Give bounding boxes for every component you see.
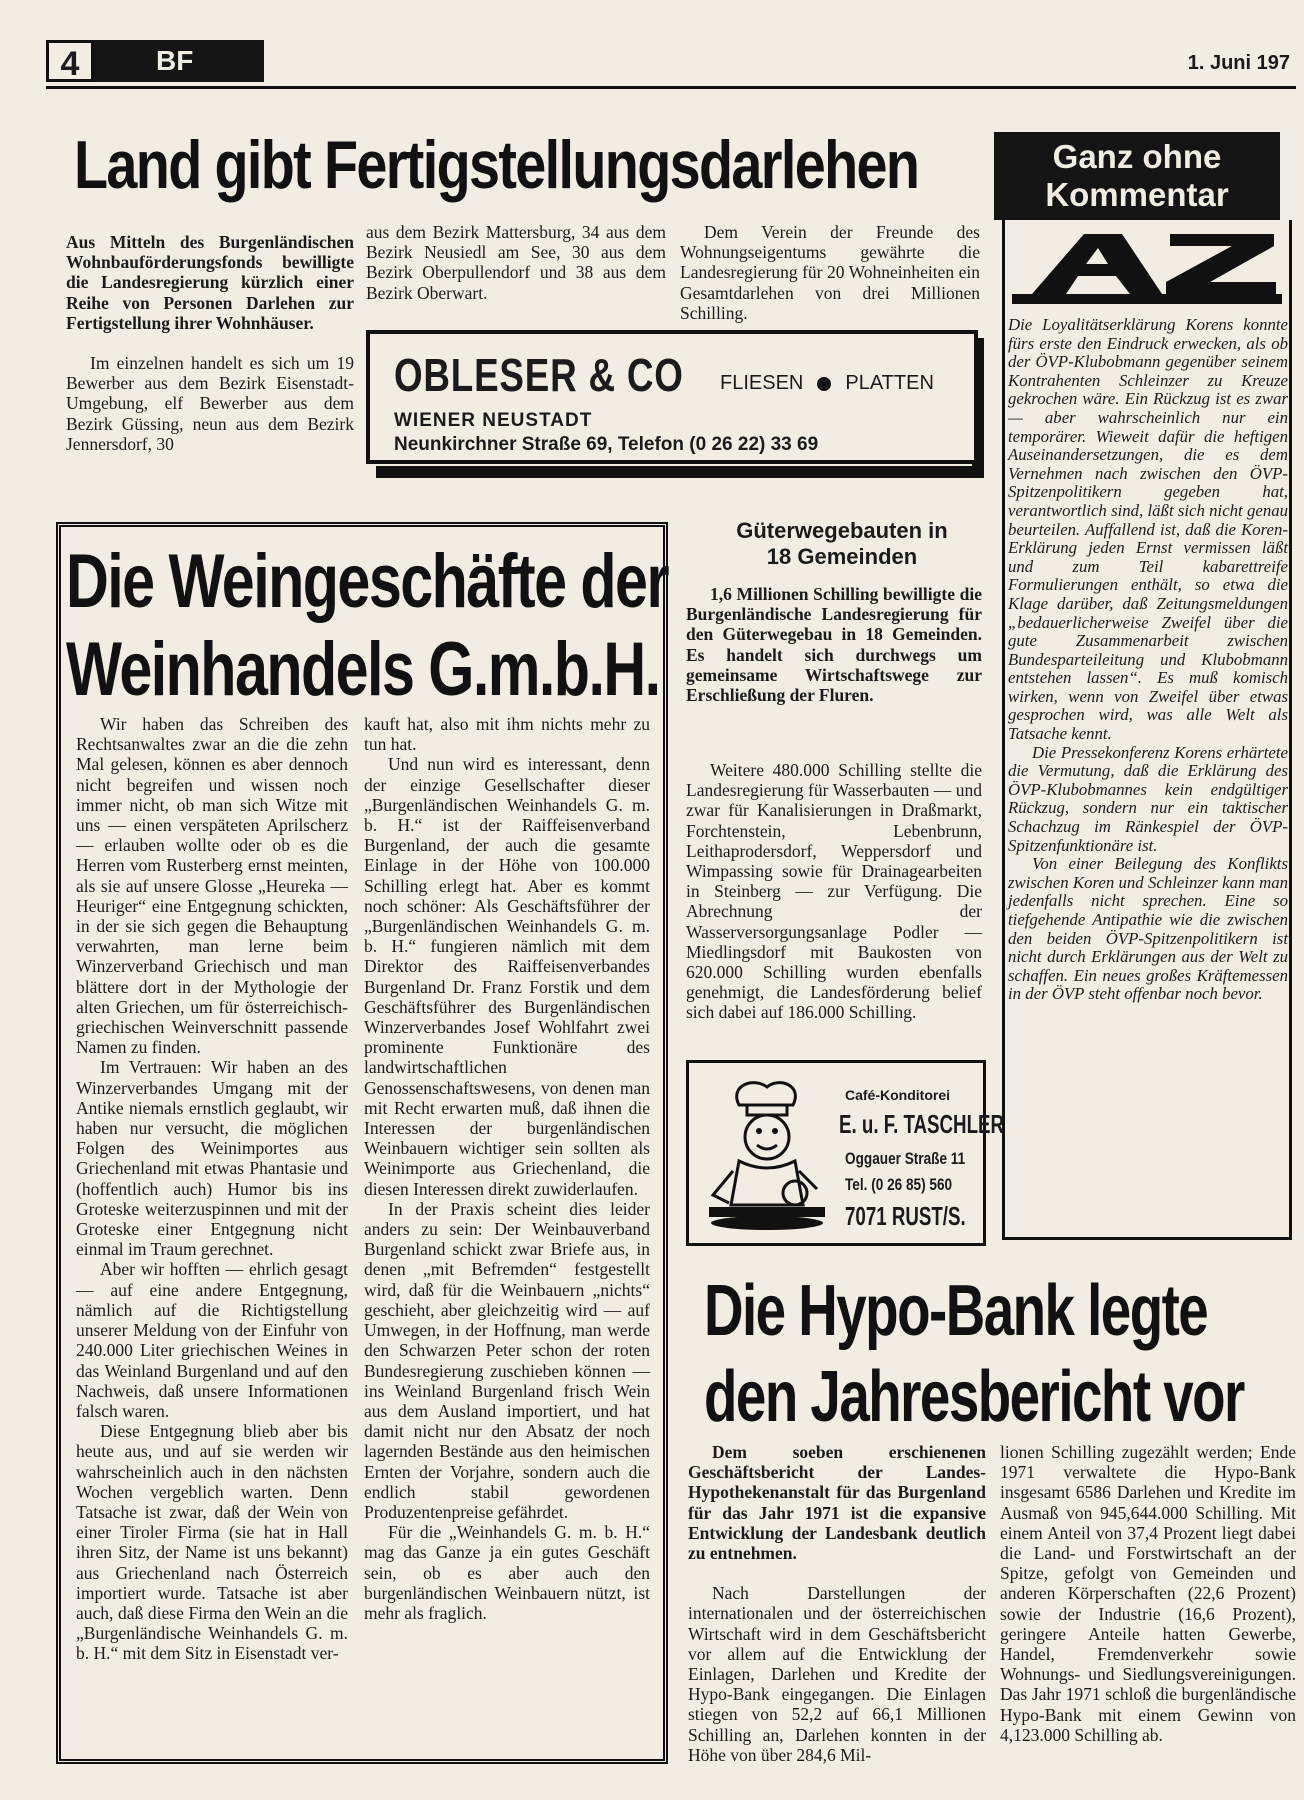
wein-paragraph: Wir haben das Schreiben des Rechtsanwaltes zwar an die die zehn Mal gelesen, können es aber dennoch nicht begreifen und wissen noch immer nicht, ob man sich Witze mit uns — einen verspäteten Aprilscherz — erlauben wollte oder ob es die Herren vom Rusterberg ernst meinten, als sie auf unsere Glosse „Heureka — Heuriger“ eine Entgegnung schickten, in der sie sich gegen die Behauptung verwahrten, man lerne beim Winzerverband Griechisch und man blättere dort in der Mythologie der alten Griechen, um für österreichisch-griechischen Weinverschnitt passende Namen zu finden. <box>76 714 348 1058</box>
land-headline: Land gibt Fertigstellungsdarlehen <box>74 127 919 203</box>
kommentar-paragraph: Von einer Beilegung des Konflikts zwischen Koren und Schleinzer kann man jedenfalls nicht sprechen. Eine so tiefgehende Antipathie wie die zwischen den beiden ÖVP-Spitzenpolitikern ist nicht durch Erklärungen aus der Welt zu schaffen. Ein neues großes Kräftemessen in der ÖVP steht offenbar noch bevor. <box>1008 854 1288 1004</box>
kommentar-heading-line: Kommentar <box>1045 176 1229 213</box>
ad-categories <box>720 372 934 395</box>
land-column-1 <box>66 232 354 454</box>
wein-paragraph: Aber wir hofften — ehrlich gesagt — auf eine andere Entgegnung, nämlich auf die Richtigstellung unserer Meldung von der Einfuhr von 240.000 Liter griechischen Weines in das Weinland Burgenland und auf den Nachweis, daß unsere Informationen falsch waren. <box>76 1259 348 1421</box>
hypo-paragraph: Nach Darstellungen der internationalen und der österreichischen Wirtschaft wird in dem Geschäftsbericht vor allem auf die Entwicklung der Einlagen, Darlehen und Kredite der Hypo-Bank eingegangen. Die Einlagen stiegen von 52,2 auf 66,1 Millionen Schilling an, Darlehen konnten in der Höhe von über 284,6 Mil- <box>688 1583 986 1765</box>
land-paragraph: Im einzelnen handelt es sich um 19 Bewerber aus dem Bezirk Eisenstadt-Umgebung, elf Bewerber aus dem Bezirk Güssing, neun aus dem Bezirk Jennersdorf, 30 <box>66 353 354 454</box>
ad-phone: Tel. (0 26 85) 560 <box>845 1175 953 1194</box>
ad-address: Oggauer Straße 11 <box>845 1149 966 1168</box>
land-column-3 <box>680 222 980 323</box>
hypo-lead: Dem soeben erschienenen Geschäftsbericht der Landes-Hypothekenanstalt für das Burgenland für das Jahr 1971 ist die expansive Entwicklung der Landesbank deutlich zu entnehmen. <box>688 1442 986 1564</box>
land-lead: Aus Mitteln des Burgenländischen Wohnbauförderungsfonds bewilligte die Landesregierung kürzlich einer Reihe von Personen Darlehen zur Fertigstellung ihrer Wohnhäuser. <box>66 232 354 333</box>
wein-headline-line: Weinhandels G.m.b.H. <box>66 627 660 712</box>
gueterwege-title <box>702 518 982 570</box>
hypo-paragraph: lionen Schilling zugezählt werden; Ende 1971 verwaltete die Hypo-Bank insgesamt 6586 Darlehen und Kredite im Ausmaß von 945,644.000 Schilling. Mit einem Anteil von 37,4 Prozent liegt dabei die Land- und Forstwirtschaft an der Spitze, gefolgt von Gemeinden und anderen Körperschaften (22,6 Prozent) sowie der Industrie (16,6 Prozent), geringere Anteile hatten Gewerbe, Handel, Fremdenverkehr sowie Wohnungs- und Siedlungsvereinigungen. Das Jahr 1971 schloß die burgenländische Hypo-Bank mit einem Gewinn von 4,123.000 Schilling ab. <box>1000 1442 1296 1745</box>
obleser-ad <box>366 330 978 464</box>
issue-date: 1. Juni 197 <box>1187 52 1290 74</box>
wein-headline-line: Die Weingeschäfte der <box>66 539 668 624</box>
ad-category: FLIESEN <box>720 372 804 394</box>
hypo-column-2 <box>1000 1442 1296 1745</box>
wein-paragraph: Im Vertrauen: Wir haben an des Winzerverbandes Umgang mit der Antike niemals ernstlich geglaubt, wir haben nur versucht, die möglichen Folgen des Weinimportes aus Griechenland mit etwas Phantasie und (hoffentlich auch) Humor bis ins Groteske weiterzuspinnen und mit der Groteske einer Entgegnung nicht einmal im Traum gerechnet. <box>76 1057 348 1260</box>
page-number: 4 <box>46 40 94 82</box>
wein-paragraph: Diese Entgegnung blieb aber bis heute aus, und auf sie werden wir wahrscheinlich auch in den nächsten Wochen vergeblich warten. Denn Tatsache ist zwar, daß der Wein von einer Tiroler Firma (sie hat in Hall ihren Sitz, der Name ist uns bekannt) aus Griechenland nach Österreich importiert wurde. Tatsache ist aber auch, daß diese Firma den Wein an die „Burgenländische Weinhandels G. m. b. H.“ mit dem Sitz in Eisenstadt ver- <box>76 1421 348 1664</box>
wein-paragraph: Und nun wird es interessant, denn der einzige Gesellschafter dieser „Burgenländischen Weinhandels G. m. b. H.“ ist der Raiffeisenverband Burgenland, der auch die gesamte Einlage in der Höhe von 100.000 Schilling erlegt hat. Aber es kommt noch schöner: Als Geschäftsführer der „Burgenländischen Weinhandels G. m. b. H.“ fungieren nämlich mit dem Direktor des Raiffeisenverbandes Burgenland Dr. Franz Forstik und dem Geschäftsführer des Burgenländischen Winzerverbandes Josef Wohlfahrt zwei prominente Funktionäre des landwirtschaftlichen Genossenschaftswesens, von denen man mit Recht erwarten muß, daß ihnen die Interessen der burgenländischen Weinbauern wichtiger sein sollten als Weinimporte aus Griechenland, die diesen Interessen direkt zuwiderlaufen. <box>364 754 650 1199</box>
kommentar-text <box>1008 316 1288 1004</box>
ad-category: PLATTEN <box>845 372 934 394</box>
wein-column-1 <box>76 714 348 1664</box>
wein-paragraph: In der Praxis scheint dies leider anders zu sein: Der Weinbauverband Burgenland schickt zwar Briefe aus, in denen „mit Befremden“ festgestellt wird, daß für die Weinbauern „nichts“ geschieht, aber gleichzeitig wird — auf Umwegen, in der Hoffnung, man werde den Schwarzen Peter schon der roten Bundesregierung zuschieben können — ins Weinland Burgenland frisch Wein aus dem Ausland importiert, und hat damit nicht nur den Absatz der noch lagernden Bestände aus den heimischen Ernten der Vorjahre, sondern auch die endlich stabil gewordenen Produzentenpreise gefährdet. <box>364 1198 650 1522</box>
wein-headline <box>66 538 668 714</box>
wein-column-2 <box>364 714 650 1623</box>
hypo-column-1 <box>688 1442 986 1765</box>
kommentar-paragraph: Die Loyalitätserklärung Korens konnte fürs erste den Eindruck erwecken, als ob der ÖVP-Klubobmann gegenüber seinem Kontrahenten Schleinzer zu Kreuze gekrochen wäre. Ein Rückzug ist es zwar — aber wahrscheinlich nur ein temporärer. Wieweit dafür die heftigen Auseinandersetzungen, die es dem Vernehmen nach zwischen den ÖVP-Spitzenpolitikern gegeben hat, verantwortlich sind, läßt sich nicht genau beurteilen. Auffallend ist, daß die Koren-Erklärung jeden Ernst vermissen läßt und zum Teil kabarettreife Formulierungen enthält, so etwa die Klage darüber, daß Zeitungsmeldungen „bedauerlicherweise Zweifel über die gute Zusammenarbeit zwischen Bundesparteileitung und Klubobmann entstehen lassen“. Es muß komisch wirken, wenn von Zweifel über etwas gesprochen wird, was alle Welt als Tatsache kennt. <box>1008 315 1288 744</box>
taschler-ad <box>686 1060 1005 1246</box>
kommentar-heading <box>994 132 1280 220</box>
header-rule <box>46 86 1296 89</box>
ad-title: Café-Konditorei <box>845 1087 950 1103</box>
kommentar-heading-line: Ganz ohne <box>1052 138 1222 175</box>
gueterwege-title-line: 18 Gemeinden <box>766 544 918 569</box>
land-paragraph: aus dem Bezirk Mattersburg, 34 aus dem Bezirk Neusiedl am See, 30 aus dem Bezirk Oberpullendorf und 38 aus dem Bezirk Oberwart. <box>366 222 666 303</box>
bullet-dot-icon <box>817 377 831 391</box>
az-logo <box>1012 230 1282 306</box>
wein-paragraph: Für die „Weinhandels G. m. b. H.“ mag das Ganze ja ein gutes Geschäft sein, ob es aber auch den burgenländischen Weinbauern nützt, ist mehr als fraglich. <box>364 1522 650 1623</box>
az-logo-text: AZ <box>1147 276 1149 277</box>
ad-company-name: E. u. F. TASCHLER <box>839 1109 1005 1139</box>
wein-paragraph: kauft hat, also mit ihm nichts mehr zu tun hat. <box>364 714 650 755</box>
ad-shadow <box>376 466 984 478</box>
section-label: BF <box>94 40 264 82</box>
ad-company-name: OBLESER & CO <box>394 349 684 401</box>
land-paragraph: Dem Verein der Freunde des Wohnungseigentums gewährte die Landesregierung für 20 Wohneinheiten ein Gesamtdarlehen von drei Millionen Schilling. <box>680 222 980 323</box>
hypo-headline <box>704 1268 1244 1440</box>
gueterwege-title-line: Güterwegebauten in <box>736 518 948 543</box>
chef-illustration-icon <box>699 1075 835 1237</box>
ad-city: 7071 RUST/S. <box>845 1201 966 1231</box>
kommentar-paragraph: Die Pressekonferenz Korens erhärtete die Vermutung, daß die Erklärung des ÖVP-Klubobmannes kein endgültiger Rückzug, sondern nur ein taktischer Schachzug im Ränkespiel der ÖVP-Spitzenfunktionäre ist. <box>1008 742 1288 855</box>
land-column-2 <box>366 222 666 303</box>
gueterwege-lead: 1,6 Millionen Schilling bewilligte die Burgenländische Landesregierung für den Güterwegebau in 18 Gemeinden. Es handelt sich durchwegs um gemeinsame Wirtschaftswege zur Erschließung der Fluren. <box>686 584 982 706</box>
ad-city: WIENER NEUSTADT <box>394 410 593 431</box>
hypo-headline-line: den Jahresbericht vor <box>704 1357 1244 1437</box>
hypo-headline-line: Die Hypo-Bank legte <box>704 1271 1208 1351</box>
gueterwege-body: Weitere 480.000 Schilling stellte die Landesregierung für Wasserbauten — und zwar für Kanalisierungen in Draßmarkt, Forchtenstein, Lebenbrunn, Leithaprodersdorf, Weppersdorf und Wimpassing sowie für Drainagearbeiten in Steinberg — zur Verfügung. Die Abrechnung der Wasserversorgungsanlage Podler — Miedlingsdorf mit Baukosten von 620.000 Schilling wurden ebenfalls genehmigt, die Landesförderung belief sich dabei auf 186.000 Schilling. <box>686 760 982 1023</box>
ad-address: Neunkirchner Straße 69, Telefon (0 26 22) 33 69 <box>394 434 819 455</box>
